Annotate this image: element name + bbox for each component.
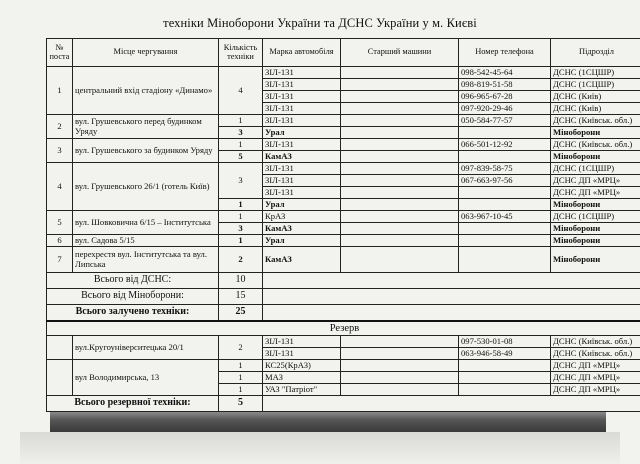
vehicle-make: КамАЗ bbox=[263, 151, 341, 163]
vehicle-make: Урал bbox=[263, 199, 341, 211]
senior-name bbox=[341, 223, 459, 235]
post-location: перехрестя вул. Інститутська та вул. Липська bbox=[73, 247, 219, 273]
unit-name: Міноборони bbox=[551, 127, 640, 139]
post-number: 6 bbox=[47, 235, 73, 247]
post-number: 3 bbox=[47, 139, 73, 163]
senior-name bbox=[341, 79, 459, 91]
phone-number bbox=[459, 223, 551, 235]
senior-name bbox=[341, 247, 459, 273]
post-location: вул. Грушевського 26/1 (готель Київ) bbox=[73, 163, 219, 211]
unit-name: ДСНС (Київськ. обл.) bbox=[551, 336, 640, 348]
senior-name bbox=[341, 360, 459, 372]
senior-name bbox=[341, 348, 459, 360]
vehicle-make: УАЗ "Патріот" bbox=[263, 384, 341, 396]
senior-name bbox=[341, 139, 459, 151]
senior-name bbox=[341, 187, 459, 199]
table-row bbox=[47, 211, 640, 223]
senior-name bbox=[341, 175, 459, 187]
vehicle-make: КС25(КрАЗ) bbox=[263, 360, 341, 372]
senior-name bbox=[341, 103, 459, 115]
post-number: 7 bbox=[47, 247, 73, 273]
summary-row bbox=[47, 396, 640, 412]
senior-name bbox=[341, 127, 459, 139]
senior-name bbox=[341, 163, 459, 175]
post-number: 1 bbox=[47, 67, 73, 115]
vehicle-quantity: 1 bbox=[219, 360, 263, 372]
senior-name bbox=[341, 336, 459, 348]
vehicle-quantity: 1 bbox=[219, 384, 263, 396]
phone-number: 097-530-01-08 bbox=[459, 336, 551, 348]
summary-row bbox=[47, 273, 640, 289]
vehicle-make: Урал bbox=[263, 127, 341, 139]
phone-number bbox=[459, 247, 551, 273]
unit-name: Міноборони bbox=[551, 199, 640, 211]
vehicle-quantity: 5 bbox=[219, 151, 263, 163]
unit-name: Міноборони bbox=[551, 235, 640, 247]
unit-name: ДСНС (1СЦШР) bbox=[551, 163, 640, 175]
post-location: вул. Садова 5/15 bbox=[73, 235, 219, 247]
summary-label: Всього від Міноборони: bbox=[47, 289, 219, 305]
vehicle-quantity: 2 bbox=[219, 247, 263, 273]
summary-label: Всього резервної техніки: bbox=[47, 396, 219, 412]
table-row bbox=[47, 247, 640, 273]
summary-value: 25 bbox=[219, 305, 263, 322]
vehicle-make: КамАЗ bbox=[263, 247, 341, 273]
unit-name: ДСНС ДП «МРЦ» bbox=[551, 384, 640, 396]
page-margin bbox=[20, 432, 620, 464]
header-phone: Номер телефона bbox=[459, 39, 551, 67]
senior-name bbox=[341, 91, 459, 103]
vehicle-quantity: 1 bbox=[219, 199, 263, 211]
document-title: техніки Міноборони України та ДСНС України у м. Києві bbox=[163, 16, 477, 30]
header-senior: Старший машини bbox=[341, 39, 459, 67]
vehicle-quantity: 1 bbox=[219, 139, 263, 151]
unit-name: ДСНС ДП «МРЦ» bbox=[551, 360, 640, 372]
unit-name: Міноборони bbox=[551, 151, 640, 163]
vehicle-quantity: 3 bbox=[219, 163, 263, 199]
senior-name bbox=[341, 115, 459, 127]
vehicle-quantity: 4 bbox=[219, 67, 263, 115]
unit-name: ДСНС (1СЦШР) bbox=[551, 79, 640, 91]
summary-empty bbox=[263, 273, 640, 289]
unit-name: ДСНС (Київ) bbox=[551, 91, 640, 103]
vehicle-make: ЗІЛ-131 bbox=[263, 336, 341, 348]
vehicle-make: ЗІЛ-131 bbox=[263, 67, 341, 79]
table-body bbox=[47, 67, 640, 412]
unit-name: ДСНС (Київськ. обл.) bbox=[551, 139, 640, 151]
vehicle-quantity: 1 bbox=[219, 211, 263, 223]
summary-value: 15 bbox=[219, 289, 263, 305]
phone-number: 097-920-29-46 bbox=[459, 103, 551, 115]
senior-name bbox=[341, 67, 459, 79]
table-header-row bbox=[47, 39, 640, 67]
phone-number bbox=[459, 372, 551, 384]
phone-number bbox=[459, 384, 551, 396]
phone-number: 067-663-97-56 bbox=[459, 175, 551, 187]
reserve-location: вул.Кругоуніверситецька 20/1 bbox=[73, 336, 219, 360]
unit-name: ДСНС ДП «МРЦ» bbox=[551, 372, 640, 384]
phone-number: 050-584-77-57 bbox=[459, 115, 551, 127]
vehicle-make: Урал bbox=[263, 235, 341, 247]
phone-number: 066-501-12-92 bbox=[459, 139, 551, 151]
reserve-location: вул Володимирська, 13 bbox=[73, 360, 219, 396]
table-row bbox=[47, 139, 640, 151]
vehicle-quantity: 3 bbox=[219, 223, 263, 235]
senior-name bbox=[341, 151, 459, 163]
unit-name: ДСНС (Київськ. обл.) bbox=[551, 115, 640, 127]
unit-name: ДСНС (1СЦШР) bbox=[551, 211, 640, 223]
unit-name: ДСНС ДП «МРЦ» bbox=[551, 175, 640, 187]
phone-number bbox=[459, 360, 551, 372]
summary-empty bbox=[263, 396, 640, 412]
vehicle-make: ЗІЛ-131 bbox=[263, 103, 341, 115]
senior-name bbox=[341, 199, 459, 211]
summary-label: Всього від ДСНС: bbox=[47, 273, 219, 289]
phone-number: 098-819-51-58 bbox=[459, 79, 551, 91]
summary-value: 5 bbox=[219, 396, 263, 412]
post-location: вул. Грушевського перед будинком Уряду bbox=[73, 115, 219, 139]
vehicle-make: КрАЗ bbox=[263, 211, 341, 223]
vehicle-quantity: 2 bbox=[219, 336, 263, 360]
summary-row bbox=[47, 305, 640, 322]
senior-name bbox=[341, 372, 459, 384]
phone-number: 063-946-58-49 bbox=[459, 348, 551, 360]
post-number: 5 bbox=[47, 211, 73, 235]
equipment-table bbox=[46, 38, 640, 412]
phone-number bbox=[459, 127, 551, 139]
header-quantity: Кількість техніки bbox=[219, 39, 263, 67]
post-number: 2 bbox=[47, 115, 73, 139]
senior-name bbox=[341, 235, 459, 247]
unit-name: Міноборони bbox=[551, 247, 640, 273]
scan-shadow bbox=[50, 412, 606, 432]
summary-value: 10 bbox=[219, 273, 263, 289]
vehicle-make: ЗІЛ-131 bbox=[263, 139, 341, 151]
phone-number bbox=[459, 151, 551, 163]
header-location: Місце чергування bbox=[73, 39, 219, 67]
unit-name: ДСНС (Київ) bbox=[551, 103, 640, 115]
reserve-section-header bbox=[47, 321, 640, 336]
post-location: вул. Грушевського за будинком Уряду bbox=[73, 139, 219, 163]
post-location: центральний вхід стадіону «Динамо» bbox=[73, 67, 219, 115]
vehicle-make: ЗІЛ-131 bbox=[263, 91, 341, 103]
header-make: Марка автомобіля bbox=[263, 39, 341, 67]
phone-number: 098-542-45-64 bbox=[459, 67, 551, 79]
post-location: вул. Шовковична 6/15 – Інститутська bbox=[73, 211, 219, 235]
vehicle-make: ЗІЛ-131 bbox=[263, 79, 341, 91]
vehicle-make: МАЗ bbox=[263, 372, 341, 384]
unit-name: ДСНС (1СЦШР) bbox=[551, 67, 640, 79]
header-post: № поста bbox=[47, 39, 73, 67]
phone-number: 096-965-67-28 bbox=[459, 91, 551, 103]
vehicle-make: ЗІЛ-131 bbox=[263, 175, 341, 187]
vehicle-quantity: 1 bbox=[219, 235, 263, 247]
vehicle-quantity: 3 bbox=[219, 127, 263, 139]
table-row bbox=[47, 163, 640, 175]
reserve-post bbox=[47, 336, 73, 360]
vehicle-make: ЗІЛ-131 bbox=[263, 163, 341, 175]
phone-number bbox=[459, 187, 551, 199]
vehicle-make: ЗІЛ-131 bbox=[263, 348, 341, 360]
summary-empty bbox=[263, 305, 640, 322]
table-row bbox=[47, 235, 640, 247]
senior-name bbox=[341, 211, 459, 223]
phone-number bbox=[459, 199, 551, 211]
post-number: 4 bbox=[47, 163, 73, 211]
vehicle-make: КамАЗ bbox=[263, 223, 341, 235]
unit-name: Міноборони bbox=[551, 223, 640, 235]
reserve-title: Резерв bbox=[47, 321, 640, 336]
vehicle-quantity: 1 bbox=[219, 115, 263, 127]
unit-name: ДСНС ДП «МРЦ» bbox=[551, 187, 640, 199]
header-unit: Підрозділ bbox=[551, 39, 640, 67]
table-row bbox=[47, 115, 640, 127]
table-row bbox=[47, 67, 640, 79]
unit-name: ДСНС (Київськ. обл.) bbox=[551, 348, 640, 360]
vehicle-make: ЗІЛ-131 bbox=[263, 115, 341, 127]
table-row bbox=[47, 336, 640, 348]
reserve-post bbox=[47, 360, 73, 396]
phone-number: 063-967-10-45 bbox=[459, 211, 551, 223]
senior-name bbox=[341, 384, 459, 396]
vehicle-quantity: 1 bbox=[219, 372, 263, 384]
vehicle-make: ЗІЛ-131 bbox=[263, 187, 341, 199]
summary-empty bbox=[263, 289, 640, 305]
phone-number: 097-839-58-75 bbox=[459, 163, 551, 175]
summary-label: Всього залучено техніки: bbox=[47, 305, 219, 322]
table-row bbox=[47, 360, 640, 372]
summary-row bbox=[47, 289, 640, 305]
phone-number bbox=[459, 235, 551, 247]
